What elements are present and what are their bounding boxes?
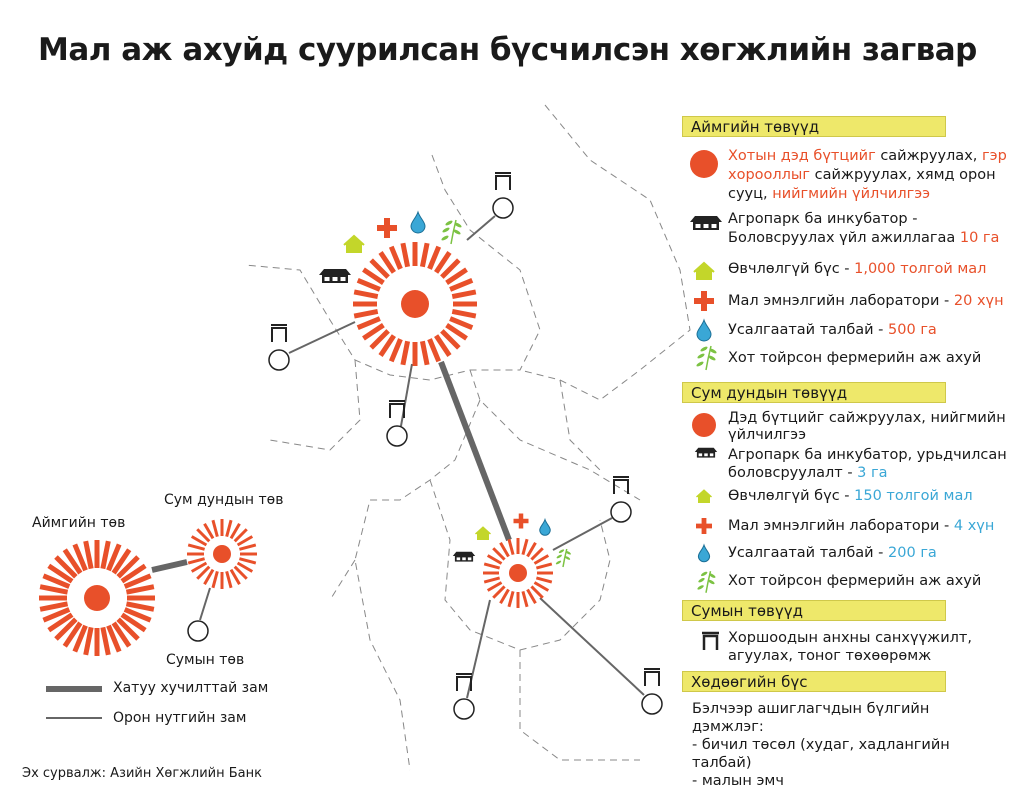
plant-sprout-icon <box>555 549 571 567</box>
agropark-building-icon <box>453 552 475 562</box>
agropark-building-icon <box>695 448 717 458</box>
aimag-item-4: Мал эмнэлгийн лаборатори - 20 хүн <box>728 293 1004 309</box>
storage-icon <box>495 173 511 190</box>
label-local-road: Орон нутгийн зам <box>113 710 247 726</box>
sum-inter-center-sun <box>483 538 553 608</box>
label-sum-inter-center: Сум дундын төв <box>164 492 284 508</box>
source-note: Эх сурвалж: Азийн Хөгжлийн Банк <box>22 766 262 781</box>
sum-inter-item-5: Усалгаатай талбай - 200 га <box>728 545 937 561</box>
water-drop-icon <box>697 320 711 341</box>
rural-text: Бэлчээр ашиглагчдын бүлгийн дэмжлэг: - бичил төсөл (худаг, хадлангийн талбай) - малын эмч <box>692 701 950 789</box>
water-drop-icon <box>540 520 551 536</box>
house-icon <box>476 527 491 539</box>
sum-inter-item-2: Агропарк ба инкубатор, урьдчилсан боловсруулалт - 3 га <box>728 447 1007 481</box>
sum-center-node <box>387 401 407 446</box>
aimag-item-1: Хотын дэд бүтцийг сайжруулах, гэр хорооллыг сайжруулах, хямд орон сууц, нийгмийн үйлчилгээ <box>728 148 1007 202</box>
house-icon <box>694 263 714 279</box>
paved-road <box>441 362 509 540</box>
local-roads <box>46 216 644 718</box>
sum-inter-item-6: Хот тойрсон фермерийн аж ахуй <box>728 573 982 589</box>
legend-sum-inter-sun <box>187 519 257 589</box>
sum-item-1: Хоршоодын анхны санхүүжилт, агуулах, тоног төхөөрөмж <box>728 630 972 664</box>
storage-icon <box>702 633 719 650</box>
house-icon <box>344 236 364 252</box>
medical-cross-icon <box>696 518 712 534</box>
sum-inter-item-3: Өвчлөлгүй бүс - 150 толгой мал <box>728 488 973 504</box>
water-drop-icon <box>411 212 425 233</box>
infrastructure-dot-icon <box>690 150 718 178</box>
plant-sprout-icon <box>441 220 463 244</box>
house-icon <box>697 490 712 502</box>
page-title: Мал аж ахуйд суурилсан бүсчилсэн хөгжлийн загвар <box>38 32 977 68</box>
header-aimag-centers: Аймгийн төвүүд <box>682 116 946 137</box>
label-sum-center: Сумын төв <box>166 652 245 668</box>
aimag-item-3: Өвчлөлгүй бүс - 1,000 толгой мал <box>728 261 987 277</box>
legend-aimag-sun <box>39 540 155 656</box>
sum-inter-item-4: Мал эмнэлгийн лаборатори - 4 хүн <box>728 518 995 534</box>
medical-cross-icon <box>514 514 529 529</box>
medical-cross-icon <box>694 291 714 311</box>
sum-center-node <box>188 621 208 641</box>
plant-sprout-icon <box>696 346 718 370</box>
plant-sprout-icon <box>697 571 716 593</box>
header-sum-inter-centers: Сум дундын төвүүд <box>682 382 946 403</box>
header-rural-area: Хөдөөгийн бүс <box>682 671 946 692</box>
sum-center-node <box>493 173 513 218</box>
infrastructure-dot-icon <box>692 413 716 437</box>
aimag-item-6: Хот тойрсон фермерийн аж ахуй <box>728 350 982 366</box>
sum-center-node <box>642 669 662 714</box>
water-drop-icon <box>698 545 709 562</box>
sum-center-node <box>269 325 289 370</box>
medical-cross-icon <box>377 218 397 238</box>
label-aimag-center: Аймгийн төв <box>32 515 126 531</box>
storage-icon <box>271 325 287 342</box>
storage-icon <box>644 669 660 686</box>
sum-inter-item-1: Дэд бүтцийг сайжруулах, нийгмийн үйлчилгээ <box>728 410 1006 443</box>
sum-center-node <box>454 674 474 719</box>
aimag-item-5: Усалгаатай талбай - 500 га <box>728 322 937 338</box>
sum-center-node <box>611 477 631 522</box>
aimag-item-2: Агропарк ба инкубатор - Боловсруулах үйл ажиллагаа 10 га <box>728 211 1000 246</box>
aimag-center-sun <box>353 242 477 366</box>
agropark-building-icon <box>690 216 722 230</box>
header-sum-centers: Сумын төвүүд <box>682 600 946 621</box>
agropark-building-icon <box>319 269 351 283</box>
label-paved-road: Хатуу хучилттай зам <box>113 680 269 696</box>
